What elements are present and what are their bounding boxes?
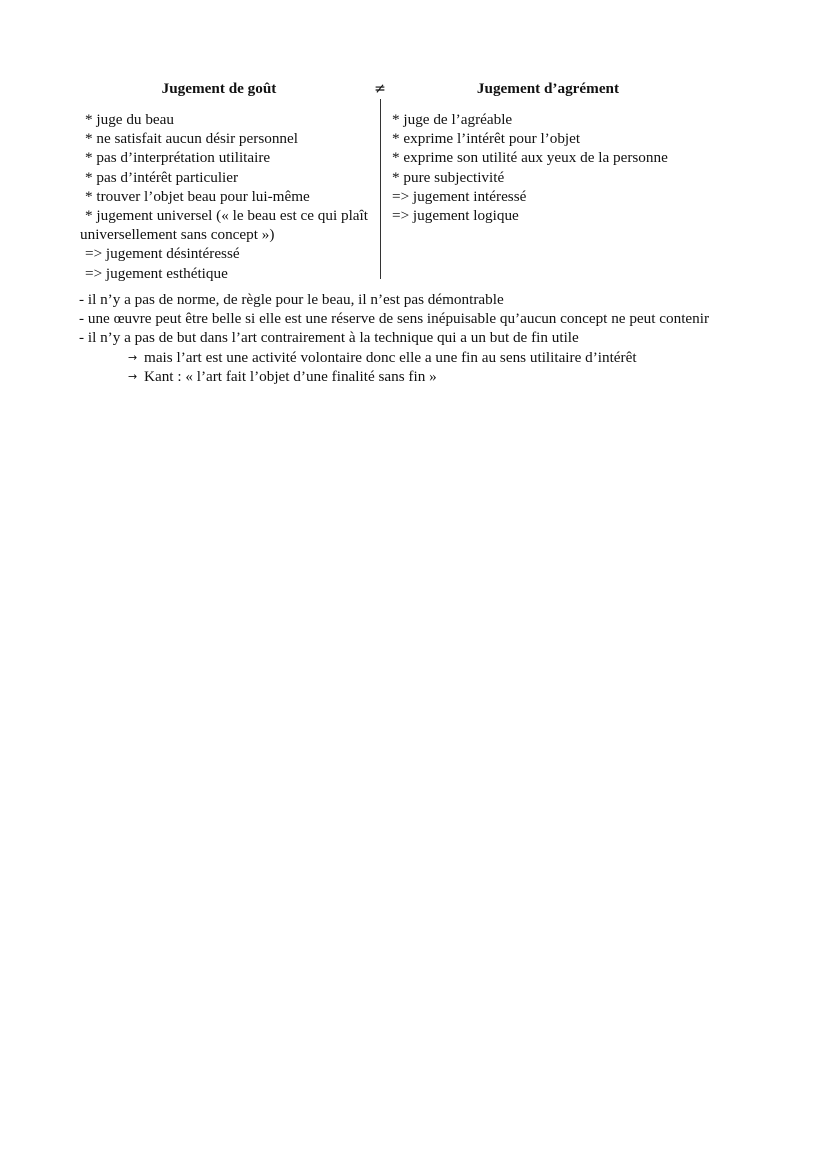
list-item: => jugement désintéressé [85, 245, 240, 263]
column-title-left: Jugement de goût [161, 80, 277, 97]
notes-section [79, 290, 729, 386]
list-item: => jugement esthétique [85, 264, 228, 282]
list-item: * ne satisfait aucun désir personnel [85, 130, 298, 148]
column-divider [380, 99, 381, 279]
sub-note-line [79, 367, 729, 386]
list-item: * jugement universel (« le beau est ce qui plaît universellement sans concept ») [80, 207, 368, 244]
list-item: => jugement intéressé [392, 187, 527, 205]
right-items-list [392, 110, 730, 225]
note-line: - il n’y a pas de norme, de règle pour le beau, il n’est pas démontrable [79, 291, 504, 308]
list-item: * juge du beau [85, 111, 174, 128]
not-equal-sign: ≠ [374, 81, 386, 97]
list-item: * pas d’interprétation utilitaire [85, 149, 271, 167]
list-item: => jugement logique [392, 207, 519, 225]
sub-note-text: Kant : « l’art fait l’objet d’une finalité sans fin » [144, 367, 437, 385]
note-line: - une œuvre peut être belle si elle est une réserve de sens inépuisable qu’aucun concept ne peut contenir [79, 310, 710, 328]
sub-note-line [79, 348, 729, 367]
list-item: * pure subjectivité [392, 168, 505, 186]
right-arrow-icon: → [128, 369, 138, 383]
left-items-list [80, 110, 375, 283]
list-item: * pas d’intérêt particulier [85, 168, 239, 186]
list-item: * juge de l’agréable [392, 111, 513, 128]
sub-note-text: mais l’art est une activité volontaire donc elle a une fin au sens utilitaire d’intérêt [144, 348, 637, 366]
note-line: - il n’y a pas de but dans l’art contrairement à la technique qui a un but de fin utile [79, 329, 579, 347]
list-item: * exprime l’intérêt pour l’objet [392, 130, 581, 148]
comparison-table [80, 79, 730, 284]
list-item: * trouver l’objet beau pour lui-même [85, 187, 310, 205]
right-arrow-icon: → [128, 350, 138, 364]
column-title-right: Jugement d’agrément [476, 80, 620, 97]
column-jugement-de-gout [80, 79, 375, 283]
column-jugement-d-agrement [392, 79, 730, 225]
list-item: * exprime son utilité aux yeux de la personne [392, 149, 668, 167]
